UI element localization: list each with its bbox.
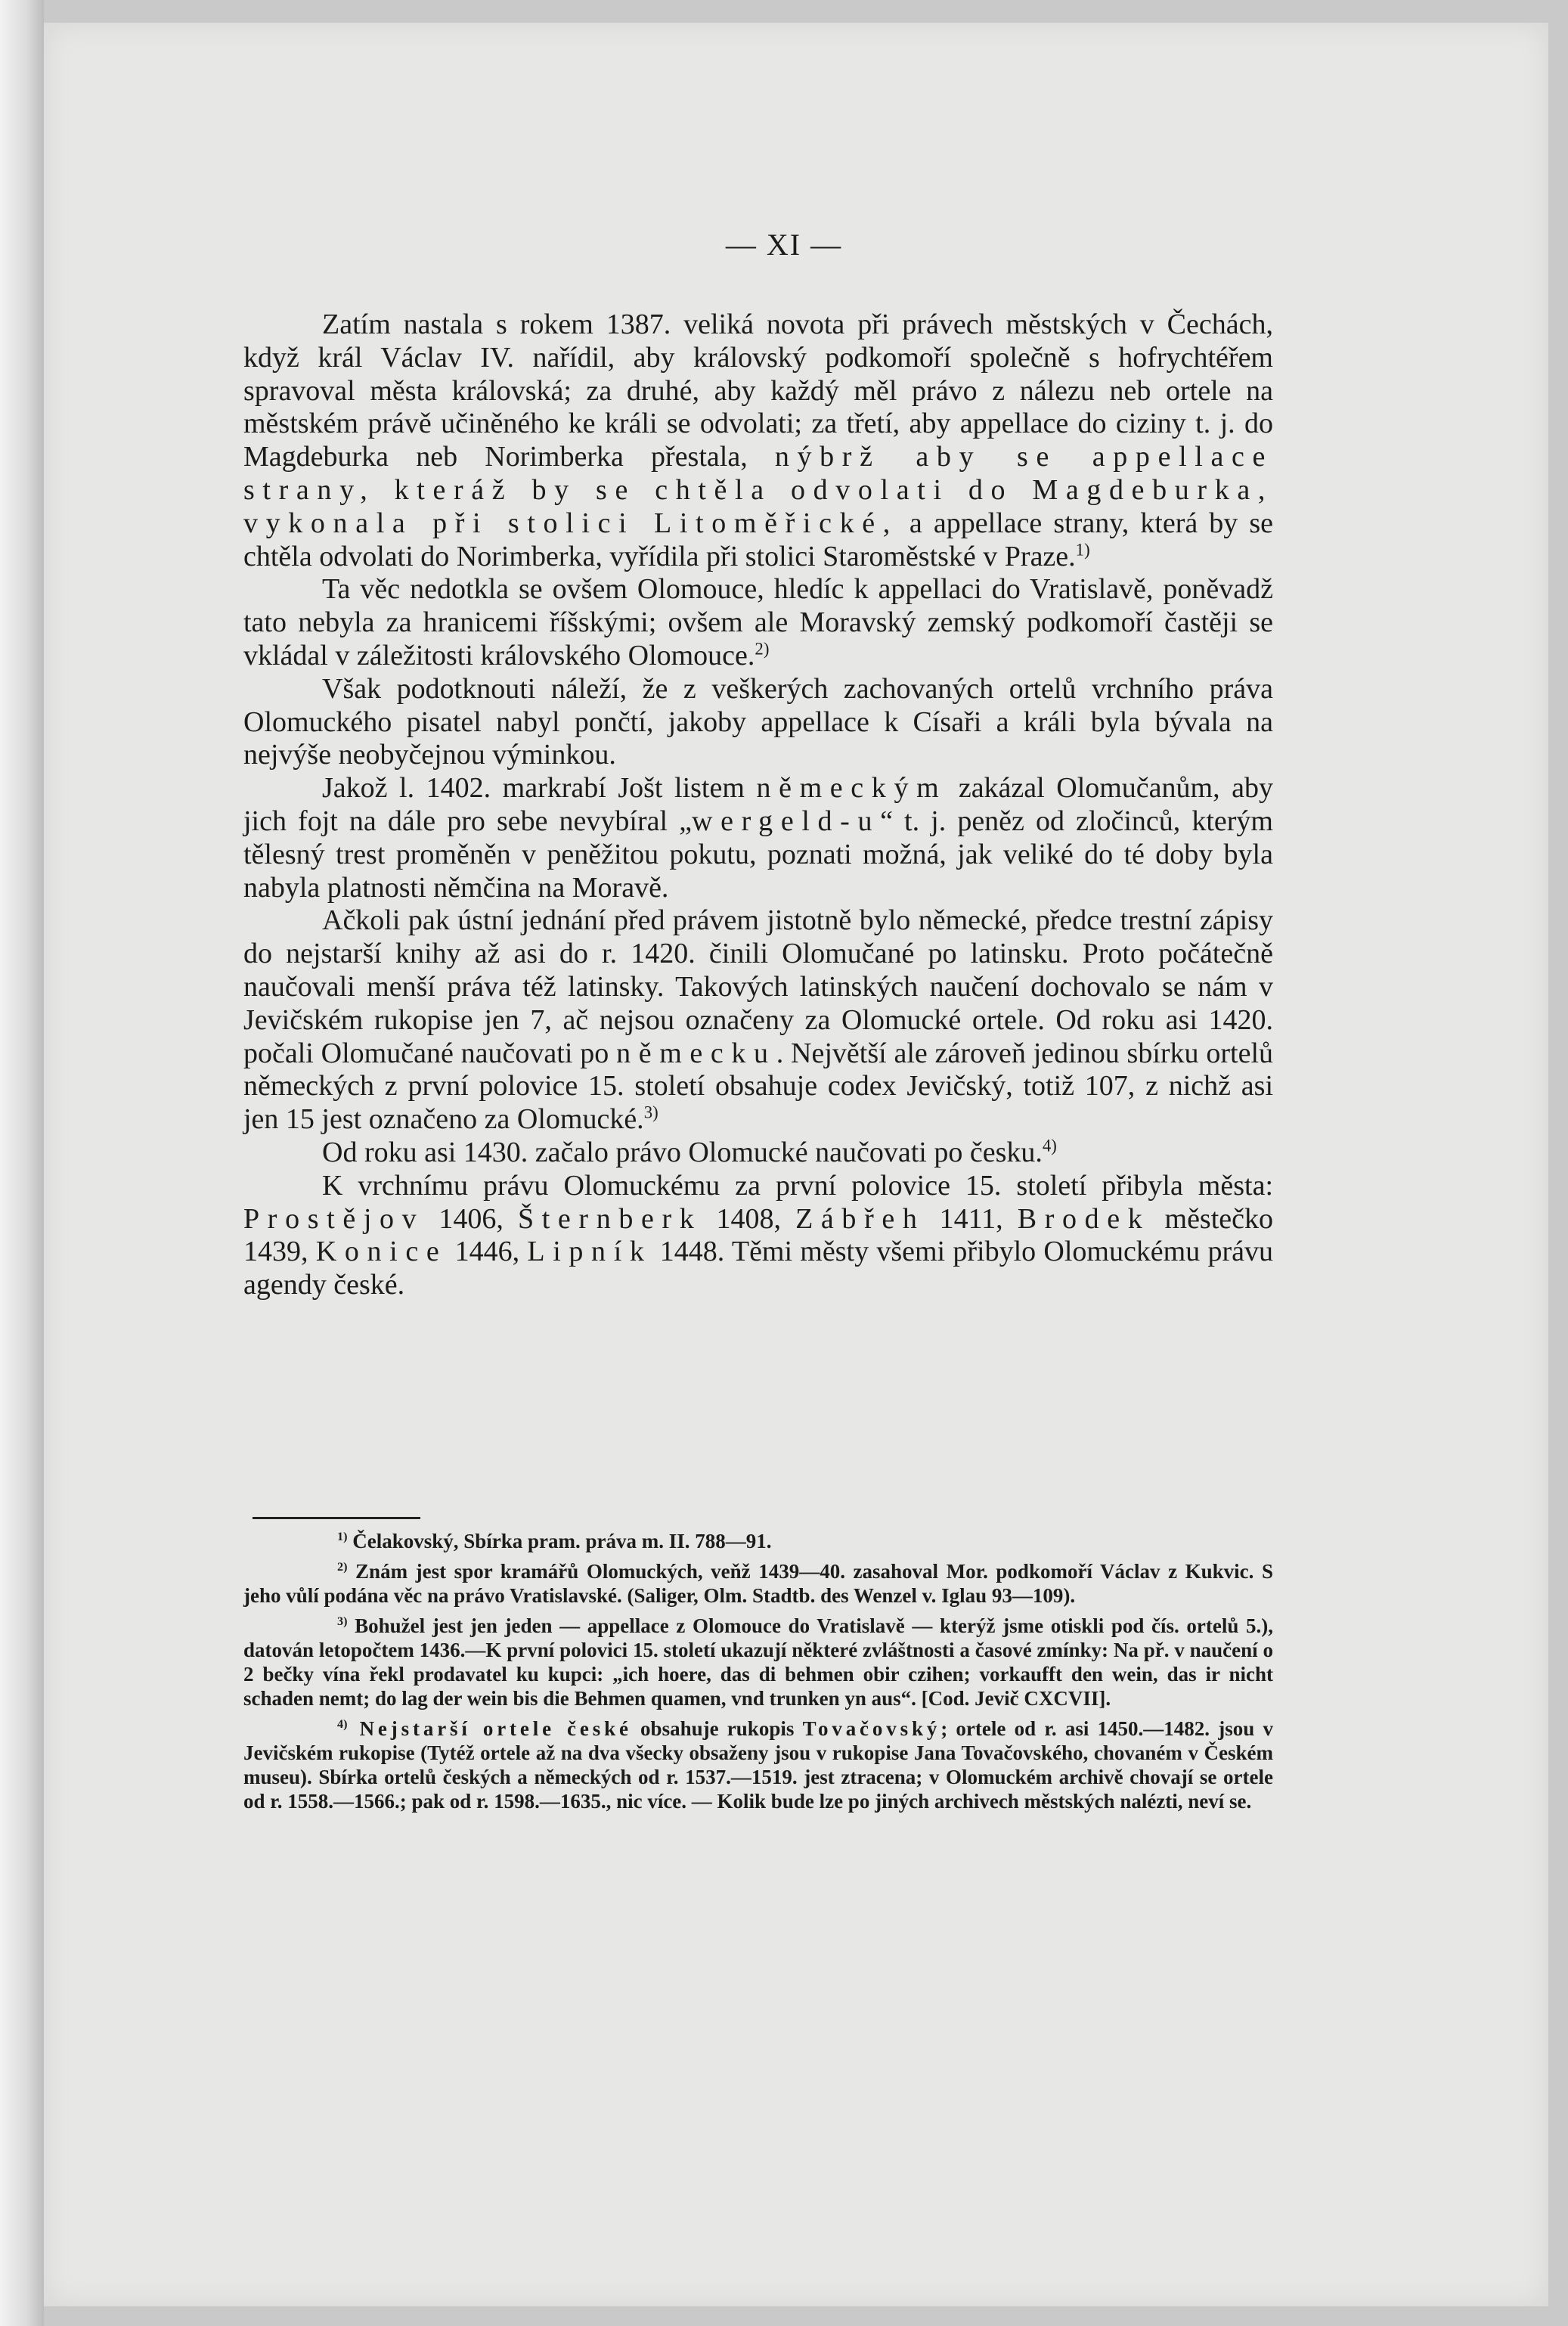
footnote-ref-1: 1) [1075,539,1090,559]
paragraph-4: Jakož l. 1402. markrabí Jošt listem německým zakázal Olomučanům, aby jich fojt na dále pro sebe nevybíral „wergeld-u“ t. j. peněz od zločinců, kterým tělesný trest proměněn v peněžitou pokutu, poznati možná, jak veliké do té doby byla nabyla platnosti němčina na Moravě. [243,772,1273,904]
paragraph-5: Ačkoli pak ústní jednání před právem jistotně bylo německé, předce trestní zápisy do nejstarší knihy až asi do r. 1420. činili Olomučané po latinsku. Proto počátečně naučovali menší práva též latinsky. Takových latinských naučení dochovalo se nám v Jevičském rukopise jen 7, ač nejsou označeny za Olomucké ortele. Od roku asi 1420. počali Olomučané naučovati po německu. Největší ale zároveň jedinou sbírku ortelů německých z první polovice 15. století obsahuje codex Jevičský, totiž 107, z nichž asi jen 15 jest označeno za Olomucké.$^{3)}$ [243,904,1274,1136]
paragraph-3: Však podotknouti náleží, že z veškerých zachovaných ortelů vrchního práva Olomuckého pisatel nabyl pončtí, jakoby appellace k Císaři a králi byla bývala na nejvýše neobyčejnou výminkou. [243,672,1273,771]
main-text [243,309,1273,1302]
page-number: — XI — [725,228,843,262]
footnote-ref-3: 3) [643,1103,658,1122]
paragraph-1: Zatím nastala s rokem 1387. veliká novota při právech městských v Čechách, když král Václav IV. nařídil, aby královský podkomoří společně s hofrychtéřem spravoval města královská; za druhé, aby každý měl právo z nálezu neb ortele na městském právě učiněného ke králi se odvolati; za třetí, aby appellace do ciziny t. j. do Magdeburka neb Norimberka přestala, nýbrž aby se appellace strany, kteráž by se chtěla odvolati do Magdeburka, vykonala při stolici Litoměřické, a appellace strany, která by se chtěla odvolati do Norimberka, vyřídila při stolici Staroměstské v Praze.$^{1)}$ [243,309,1274,572]
paragraph-2: Ta věc nedotkla se ovšem Olomouce, hledíc k appellaci do Vratislavě, poněvadž tato nebyla za hranicemi říšskými; ovšem ale Moravský zemský podkomoří častěji se vkládal v záležitosti královského Olomouce.$^{2)}$ [243,573,1273,671]
footnote-1: $^{1)}$ Čelakovský, Sbírka pram. práva m. II. 788—91. [337,1530,772,1552]
book-spine [0,0,44,2326]
paragraph-6: Od roku asi 1430. začalo právo Olomucké naučovati po česku.$^{4)}$ [322,1136,1057,1168]
footnote-divider [253,1517,420,1519]
footnotes [243,1529,1273,1819]
footnote-ref-4: 4) [1042,1136,1057,1155]
footnote-ref-2: 2) [755,639,770,659]
footnote-3: $^{3)}$ Bohužel jest jen jeden — appellace z Olomouce do Vratislavě — kterýž jsme otiskli pod čís. ortelů 5.), datován letopočtem 1436.—K první polovici 15. století ukazují některé zvláštnosti a časové zmínky: Na př. v naučení o 2 bečky vína řekl prodavatel ku kupci: „ich hoere, das di behmen obir czihen; vorkaufft den wein, das ir nicht schaden nemt; do lag der wein bis die Behmen quamen, vnd trunken yn aus“. [Cod. Jevič CXCVII]. [243,1614,1273,1710]
paragraph-7: K vrchnímu právu Olomuckému za první polovice 15. století přibyla města: Prostějov 1406, Šternberk 1408, Zábřeh 1411, Brodek městečko 1439, Konice 1446, Lipník 1448. Těmi městy všemi přibylo Olomuckému právu agendy české. [243,1169,1274,1301]
footnote-4: $^{4)}$ Nejstarší ortele české obsahuje rukopis Tovačovský; ortele od r. asi 1450.—1482. jsou v Jevičském rukopise (Tytéž ortele až na dva všecky obsaženy jsou v rukopise Jana Tovačovského, chovaném v Českém museu). Sbírka ortelů českých a německých od r. 1537.—1519. jest ztracena; v Olomuckém archivě chovají se ortele od r. 1558.—1566.; pak od r. 1598.—1635., nic více. — Kolik bude lze po jiných archivech městských nalézti, neví se. [243,1717,1274,1813]
footnote-2: $^{2)}$ Znám jest spor kramářů Olomuckých, veňž 1439—40. zasahoval Mor. podkomoří Václav z Kukvic. S jeho vůlí podána věc na právo Vratislavské. (Saliger, Olm. Stadtb. des Wenzel v. Iglau 93—109). [243,1560,1273,1607]
